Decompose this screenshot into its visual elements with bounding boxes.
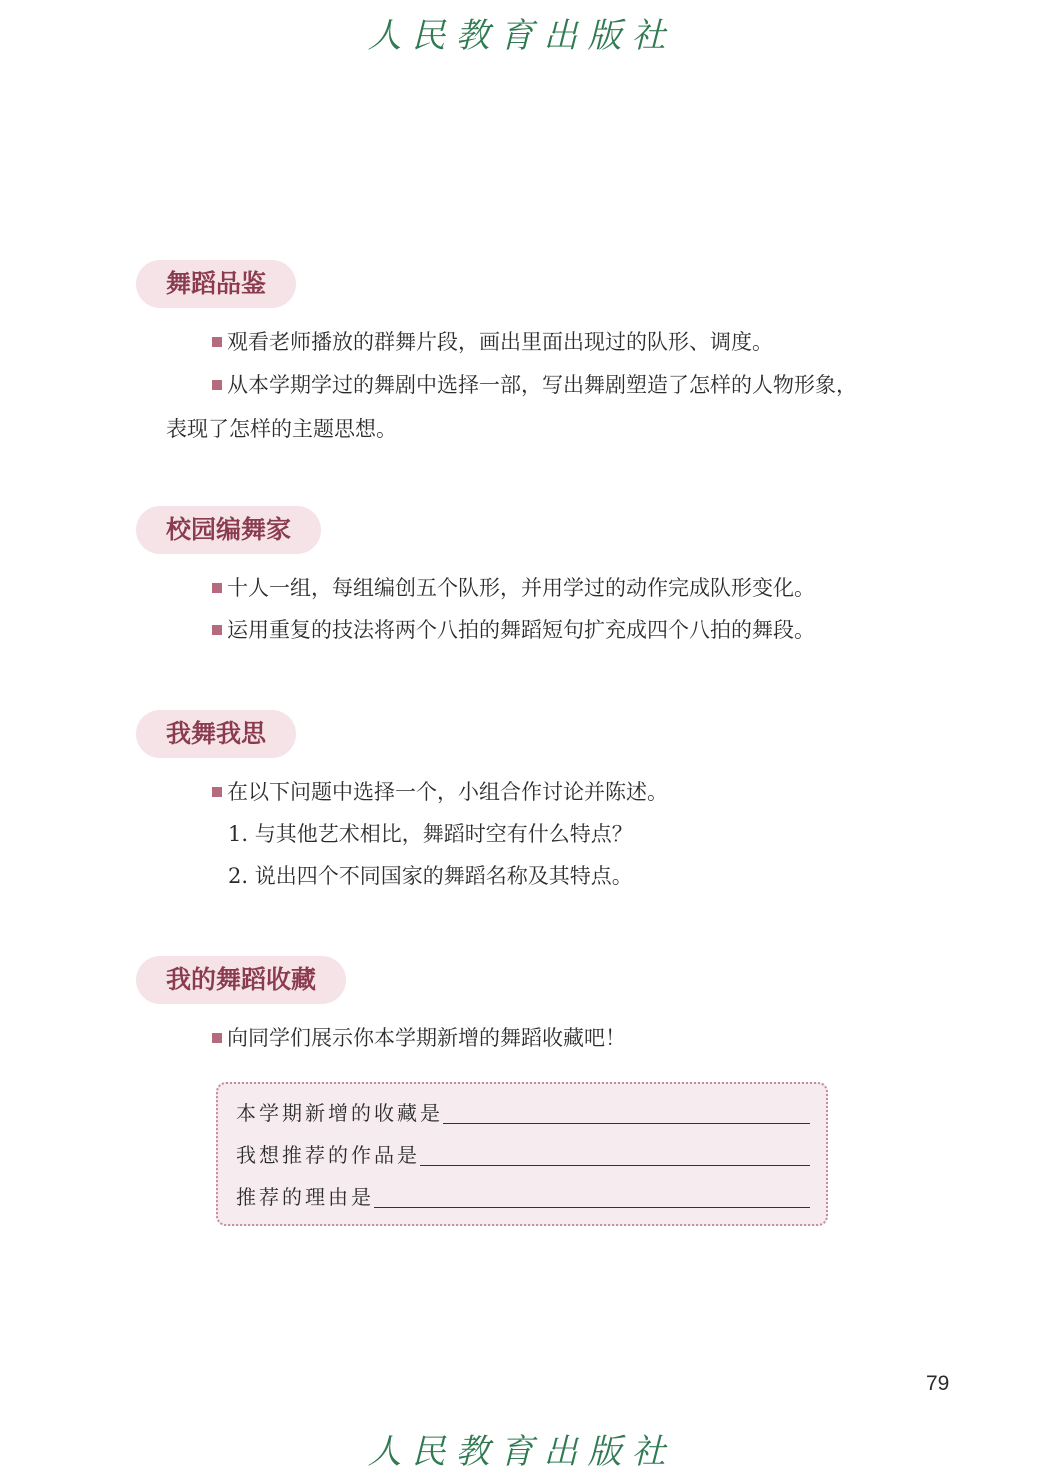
bullet-square-icon <box>212 1033 222 1043</box>
form-label: 推荐的理由是 <box>236 1185 374 1209</box>
list-item <box>212 1023 626 1053</box>
publisher-logo-bottom: 人民教育出版社 <box>367 1432 676 1472</box>
section-title-collection: 我的舞蹈收藏 <box>136 956 346 1004</box>
question-item: 1. 与其他艺术相比，舞蹈时空有什么特点？ <box>228 822 633 846</box>
list-item-text: 在以下问题中选择一个，小组合作讨论并陈述。 <box>227 780 668 804</box>
section-title-reflection: 我舞我思 <box>136 710 296 758</box>
bullet-square-icon <box>212 583 222 593</box>
list-item-text: 向同学们展示你本学期新增的舞蹈收藏吧！ <box>227 1026 626 1050</box>
fill-in-blank[interactable] <box>420 1143 810 1166</box>
form-row-reason <box>236 1182 810 1212</box>
list-item-text: 运用重复的技法将两个八拍的舞蹈短句扩充成四个八拍的舞段。 <box>227 618 815 642</box>
list-item-text: 从本学期学过的舞剧中选择一部，写出舞剧塑造了怎样的人物形象， <box>227 373 857 397</box>
page-number: 79 <box>926 1372 950 1395</box>
publisher-logo-top: 人民教育出版社 <box>367 16 676 56</box>
section-title-choreographer: 校园编舞家 <box>136 506 321 554</box>
form-row-recommended-work <box>236 1140 810 1170</box>
fill-in-blank[interactable] <box>374 1185 810 1208</box>
bullet-square-icon <box>212 380 222 390</box>
bullet-square-icon <box>212 337 222 347</box>
list-item <box>212 777 668 807</box>
list-item <box>212 615 815 645</box>
list-item-continuation: 表现了怎样的主题思想。 <box>166 417 397 441</box>
form-row-new-collection <box>236 1098 810 1128</box>
bullet-square-icon <box>212 625 222 635</box>
list-item <box>212 327 773 357</box>
collection-form <box>216 1082 828 1226</box>
list-item <box>212 370 857 400</box>
form-label: 本学期新增的收藏是 <box>236 1101 443 1125</box>
bullet-square-icon <box>212 787 222 797</box>
section-title-appreciation: 舞蹈品鉴 <box>136 260 296 308</box>
list-item-text: 观看老师播放的群舞片段，画出里面出现过的队形、调度。 <box>227 330 773 354</box>
fill-in-blank[interactable] <box>443 1101 810 1124</box>
list-item <box>212 573 815 603</box>
question-item: 2. 说出四个不同国家的舞蹈名称及其特点。 <box>228 864 633 888</box>
form-label: 我想推荐的作品是 <box>236 1143 420 1167</box>
list-item-text: 十人一组，每组编创五个队形，并用学过的动作完成队形变化。 <box>227 576 815 600</box>
